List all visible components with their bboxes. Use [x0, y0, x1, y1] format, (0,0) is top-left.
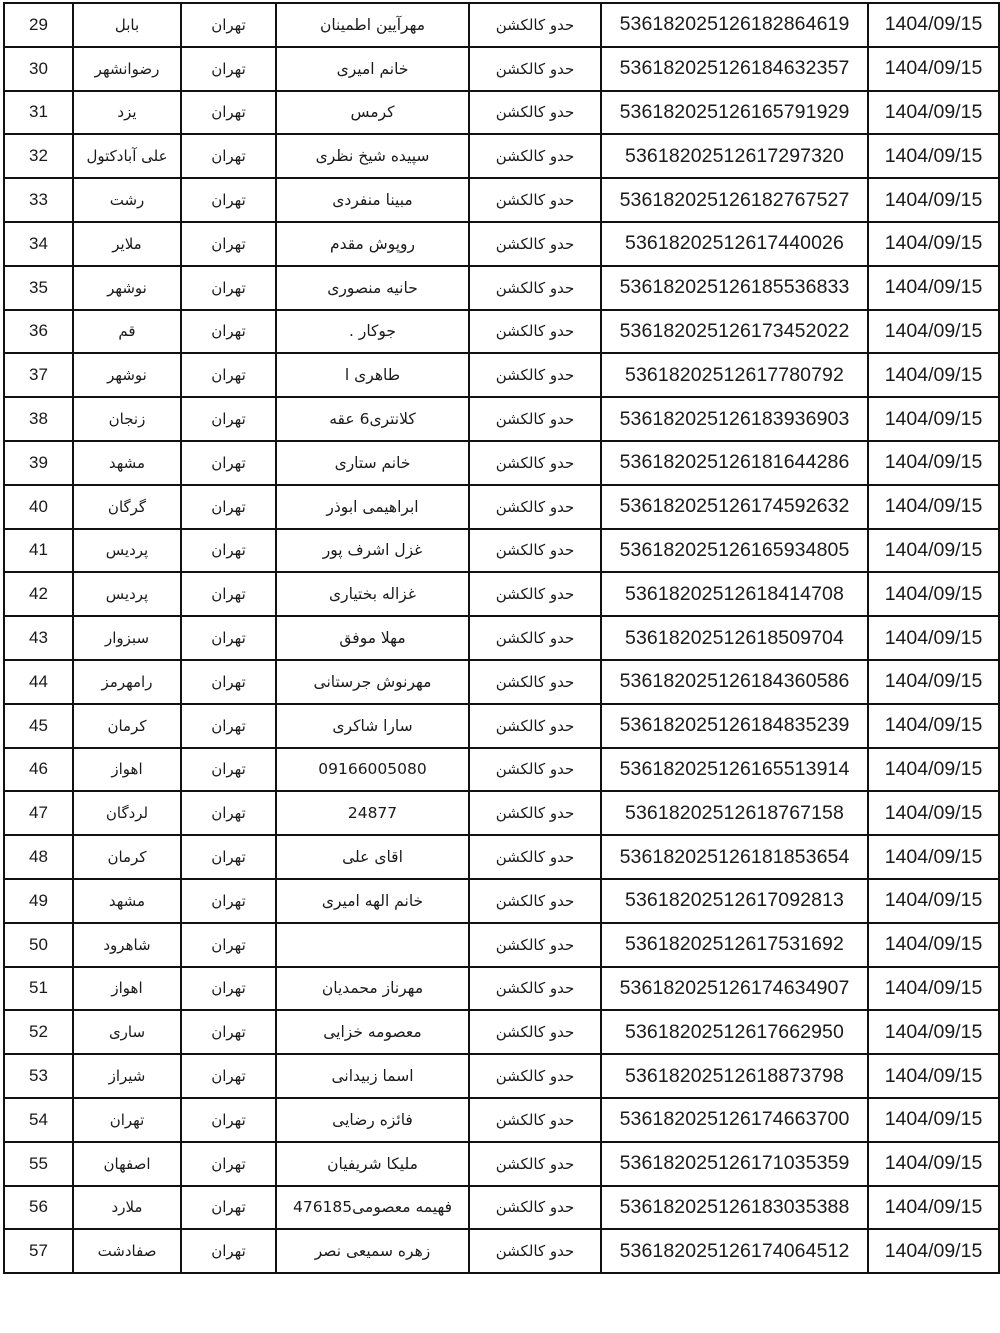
tracking-code-cell: 536182025126184632357 [601, 47, 868, 91]
recipient-name-cell: سارا شاکری [276, 704, 469, 748]
recipient-name-cell: مهلا موفق [276, 616, 469, 660]
origin-province-cell: تهران [181, 266, 276, 310]
date-cell: 1404/09/15 [868, 923, 999, 967]
destination-city-cell: ساری [73, 1010, 181, 1054]
destination-city-cell: شاهرود [73, 923, 181, 967]
status-cell: حدو کالکشن [469, 222, 601, 266]
row-number-cell: 36 [4, 310, 73, 354]
table-row [4, 529, 999, 573]
status-cell: حدو کالکشن [469, 616, 601, 660]
status-cell: حدو کالکشن [469, 1229, 601, 1273]
date-cell: 1404/09/15 [868, 178, 999, 222]
date-cell: 1404/09/15 [868, 397, 999, 441]
table-row [4, 704, 999, 748]
destination-city-cell: بابل [73, 3, 181, 47]
row-number-cell: 49 [4, 879, 73, 923]
table-row [4, 923, 999, 967]
origin-province-cell: تهران [181, 222, 276, 266]
table-row [4, 572, 999, 616]
table-row [4, 91, 999, 135]
status-cell: حدو کالکشن [469, 266, 601, 310]
destination-city-cell: رشت [73, 178, 181, 222]
date-cell: 1404/09/15 [868, 134, 999, 178]
destination-city-cell: قم [73, 310, 181, 354]
row-number-cell: 53 [4, 1054, 73, 1098]
origin-province-cell: تهران [181, 353, 276, 397]
status-cell: حدو کالکشن [469, 441, 601, 485]
recipient-name-cell: کرمس [276, 91, 469, 135]
date-cell: 1404/09/15 [868, 1054, 999, 1098]
table-row [4, 1229, 999, 1273]
tracking-code-cell: 53618202512618509704 [601, 616, 868, 660]
destination-city-cell: صفادشت [73, 1229, 181, 1273]
table-row [4, 879, 999, 923]
table-row [4, 835, 999, 879]
status-cell: حدو کالکشن [469, 835, 601, 879]
row-number-cell: 29 [4, 3, 73, 47]
tracking-code-cell: 536182025126165791929 [601, 91, 868, 135]
date-cell: 1404/09/15 [868, 1010, 999, 1054]
table-row [4, 3, 999, 47]
date-cell: 1404/09/15 [868, 485, 999, 529]
date-cell: 1404/09/15 [868, 266, 999, 310]
date-cell: 1404/09/15 [868, 310, 999, 354]
row-number-cell: 55 [4, 1142, 73, 1186]
recipient-name-cell: مهرآیین اطمینان [276, 3, 469, 47]
table-row [4, 1142, 999, 1186]
tracking-code-cell: 536182025126181644286 [601, 441, 868, 485]
destination-city-cell: علی آبادکتول [73, 134, 181, 178]
destination-city-cell: مشهد [73, 879, 181, 923]
recipient-name-cell: اسما زبیدانی [276, 1054, 469, 1098]
status-cell: حدو کالکشن [469, 353, 601, 397]
recipient-name-cell: کلانتری6 عقه [276, 397, 469, 441]
date-cell: 1404/09/15 [868, 879, 999, 923]
row-number-cell: 47 [4, 791, 73, 835]
destination-city-cell: پردیس [73, 572, 181, 616]
recipient-name-cell: ابراهیمی ابوذر [276, 485, 469, 529]
tracking-code-cell: 536182025126184835239 [601, 704, 868, 748]
status-cell: حدو کالکشن [469, 47, 601, 91]
table-row [4, 397, 999, 441]
origin-province-cell: تهران [181, 572, 276, 616]
origin-province-cell: تهران [181, 1229, 276, 1273]
status-cell: حدو کالکشن [469, 3, 601, 47]
tracking-code-cell: 536182025126181853654 [601, 835, 868, 879]
origin-province-cell: تهران [181, 1098, 276, 1142]
recipient-name-cell: فائزه رضایی [276, 1098, 469, 1142]
status-cell: حدو کالکشن [469, 748, 601, 792]
status-cell: حدو کالکشن [469, 572, 601, 616]
date-cell: 1404/09/15 [868, 91, 999, 135]
destination-city-cell: لردگان [73, 791, 181, 835]
date-cell: 1404/09/15 [868, 704, 999, 748]
destination-city-cell: شیراز [73, 1054, 181, 1098]
date-cell: 1404/09/15 [868, 1142, 999, 1186]
destination-city-cell: ملارد [73, 1186, 181, 1230]
origin-province-cell: تهران [181, 178, 276, 222]
origin-province-cell: تهران [181, 791, 276, 835]
recipient-name-cell: مهرنوش جرستانی [276, 660, 469, 704]
recipient-name-cell: طاهری ا [276, 353, 469, 397]
date-cell: 1404/09/15 [868, 835, 999, 879]
date-cell: 1404/09/15 [868, 748, 999, 792]
tracking-code-cell: 536182025126165934805 [601, 529, 868, 573]
row-number-cell: 35 [4, 266, 73, 310]
destination-city-cell: پردیس [73, 529, 181, 573]
table-row [4, 353, 999, 397]
origin-province-cell: تهران [181, 616, 276, 660]
shipment-list-sheet [3, 2, 998, 1274]
date-cell: 1404/09/15 [868, 529, 999, 573]
tracking-code-cell: 536182025126182767527 [601, 178, 868, 222]
destination-city-cell: اهواز [73, 967, 181, 1011]
date-cell: 1404/09/15 [868, 441, 999, 485]
date-cell: 1404/09/15 [868, 1098, 999, 1142]
status-cell: حدو کالکشن [469, 134, 601, 178]
status-cell: حدو کالکشن [469, 1098, 601, 1142]
recipient-name-cell: روپوش مقدم [276, 222, 469, 266]
destination-city-cell: نوشهر [73, 353, 181, 397]
recipient-name-cell: 24877 [276, 791, 469, 835]
tracking-code-cell: 536182025126183035388 [601, 1186, 868, 1230]
tracking-code-cell: 53618202512618414708 [601, 572, 868, 616]
tracking-code-cell: 536182025126184360586 [601, 660, 868, 704]
tracking-code-cell: 536182025126182864619 [601, 3, 868, 47]
origin-province-cell: تهران [181, 91, 276, 135]
tracking-code-cell: 53618202512617662950 [601, 1010, 868, 1054]
recipient-name-cell: خانم الهه امیری [276, 879, 469, 923]
row-number-cell: 37 [4, 353, 73, 397]
tracking-code-cell: 536182025126174634907 [601, 967, 868, 1011]
row-number-cell: 50 [4, 923, 73, 967]
status-cell: حدو کالکشن [469, 704, 601, 748]
tracking-code-cell: 53618202512618767158 [601, 791, 868, 835]
date-cell: 1404/09/15 [868, 572, 999, 616]
status-cell: حدو کالکشن [469, 660, 601, 704]
row-number-cell: 41 [4, 529, 73, 573]
table-row [4, 310, 999, 354]
shipment-table-body [4, 3, 999, 1273]
tracking-code-cell: 536182025126171035359 [601, 1142, 868, 1186]
row-number-cell: 56 [4, 1186, 73, 1230]
row-number-cell: 30 [4, 47, 73, 91]
row-number-cell: 45 [4, 704, 73, 748]
row-number-cell: 48 [4, 835, 73, 879]
origin-province-cell: تهران [181, 47, 276, 91]
table-row [4, 222, 999, 266]
status-cell: حدو کالکشن [469, 529, 601, 573]
date-cell: 1404/09/15 [868, 660, 999, 704]
date-cell: 1404/09/15 [868, 222, 999, 266]
origin-province-cell: تهران [181, 1186, 276, 1230]
table-row [4, 1186, 999, 1230]
row-number-cell: 52 [4, 1010, 73, 1054]
recipient-name-cell: فهیمه معصومی476185 [276, 1186, 469, 1230]
destination-city-cell: تهران [73, 1098, 181, 1142]
row-number-cell: 46 [4, 748, 73, 792]
tracking-code-cell: 536182025126173452022 [601, 310, 868, 354]
origin-province-cell: تهران [181, 441, 276, 485]
recipient-name-cell: خانم ستاری [276, 441, 469, 485]
status-cell: حدو کالکشن [469, 397, 601, 441]
row-number-cell: 33 [4, 178, 73, 222]
date-cell: 1404/09/15 [868, 967, 999, 1011]
status-cell: حدو کالکشن [469, 1010, 601, 1054]
table-row [4, 441, 999, 485]
row-number-cell: 31 [4, 91, 73, 135]
destination-city-cell: رامهرمز [73, 660, 181, 704]
row-number-cell: 54 [4, 1098, 73, 1142]
destination-city-cell: زنجان [73, 397, 181, 441]
recipient-name-cell: مبینا منفردی [276, 178, 469, 222]
origin-province-cell: تهران [181, 660, 276, 704]
tracking-code-cell: 53618202512617092813 [601, 879, 868, 923]
table-row [4, 616, 999, 660]
table-row [4, 1010, 999, 1054]
tracking-code-cell: 53618202512617780792 [601, 353, 868, 397]
tracking-code-cell: 53618202512617531692 [601, 923, 868, 967]
date-cell: 1404/09/15 [868, 1229, 999, 1273]
status-cell: حدو کالکشن [469, 879, 601, 923]
table-row [4, 47, 999, 91]
destination-city-cell: اصفهان [73, 1142, 181, 1186]
origin-province-cell: تهران [181, 485, 276, 529]
recipient-name-cell: مهرناز محمدیان [276, 967, 469, 1011]
tracking-code-cell: 53618202512617297320 [601, 134, 868, 178]
table-row [4, 1054, 999, 1098]
table-row [4, 967, 999, 1011]
origin-province-cell: تهران [181, 748, 276, 792]
destination-city-cell: کرمان [73, 835, 181, 879]
date-cell: 1404/09/15 [868, 3, 999, 47]
destination-city-cell: کرمان [73, 704, 181, 748]
origin-province-cell: تهران [181, 310, 276, 354]
destination-city-cell: نوشهر [73, 266, 181, 310]
table-row [4, 791, 999, 835]
tracking-code-cell: 536182025126174663700 [601, 1098, 868, 1142]
status-cell: حدو کالکشن [469, 1054, 601, 1098]
row-number-cell: 42 [4, 572, 73, 616]
origin-province-cell: تهران [181, 879, 276, 923]
destination-city-cell: مشهد [73, 441, 181, 485]
origin-province-cell: تهران [181, 835, 276, 879]
destination-city-cell: سبزوار [73, 616, 181, 660]
table-row [4, 134, 999, 178]
recipient-name-cell: جوکار . [276, 310, 469, 354]
destination-city-cell: گرگان [73, 485, 181, 529]
row-number-cell: 57 [4, 1229, 73, 1273]
destination-city-cell: ملایر [73, 222, 181, 266]
origin-province-cell: تهران [181, 134, 276, 178]
recipient-name-cell: معصومه خزایی [276, 1010, 469, 1054]
status-cell: حدو کالکشن [469, 91, 601, 135]
row-number-cell: 44 [4, 660, 73, 704]
table-row [4, 1098, 999, 1142]
destination-city-cell: رضوانشهر [73, 47, 181, 91]
status-cell: حدو کالکشن [469, 178, 601, 222]
date-cell: 1404/09/15 [868, 47, 999, 91]
tracking-code-cell: 536182025126174592632 [601, 485, 868, 529]
date-cell: 1404/09/15 [868, 791, 999, 835]
status-cell: حدو کالکشن [469, 1142, 601, 1186]
date-cell: 1404/09/15 [868, 616, 999, 660]
tracking-code-cell: 53618202512618873798 [601, 1054, 868, 1098]
origin-province-cell: تهران [181, 923, 276, 967]
status-cell: حدو کالکشن [469, 485, 601, 529]
status-cell: حدو کالکشن [469, 1186, 601, 1230]
recipient-name-cell: زهره سمیعی نصر [276, 1229, 469, 1273]
status-cell: حدو کالکشن [469, 967, 601, 1011]
origin-province-cell: تهران [181, 967, 276, 1011]
row-number-cell: 38 [4, 397, 73, 441]
recipient-name-cell: سپیده شیخ نظری [276, 134, 469, 178]
date-cell: 1404/09/15 [868, 353, 999, 397]
origin-province-cell: تهران [181, 529, 276, 573]
recipient-name-cell: ملیکا شریفیان [276, 1142, 469, 1186]
recipient-name-cell: غزل اشرف پور [276, 529, 469, 573]
status-cell: حدو کالکشن [469, 923, 601, 967]
recipient-name-cell: حانیه منصوری [276, 266, 469, 310]
row-number-cell: 32 [4, 134, 73, 178]
tracking-code-cell: 536182025126185536833 [601, 266, 868, 310]
table-row [4, 748, 999, 792]
table-row [4, 266, 999, 310]
tracking-code-cell: 536182025126165513914 [601, 748, 868, 792]
recipient-name-cell [276, 923, 469, 967]
tracking-code-cell: 536182025126183936903 [601, 397, 868, 441]
row-number-cell: 40 [4, 485, 73, 529]
origin-province-cell: تهران [181, 1142, 276, 1186]
table-row [4, 660, 999, 704]
tracking-code-cell: 53618202512617440026 [601, 222, 868, 266]
destination-city-cell: اهواز [73, 748, 181, 792]
origin-province-cell: تهران [181, 397, 276, 441]
recipient-name-cell: غزاله بختیاری [276, 572, 469, 616]
origin-province-cell: تهران [181, 1010, 276, 1054]
recipient-name-cell: خانم امیری [276, 47, 469, 91]
status-cell: حدو کالکشن [469, 310, 601, 354]
origin-province-cell: تهران [181, 1054, 276, 1098]
row-number-cell: 34 [4, 222, 73, 266]
date-cell: 1404/09/15 [868, 1186, 999, 1230]
row-number-cell: 51 [4, 967, 73, 1011]
recipient-name-cell: 09166005080 [276, 748, 469, 792]
tracking-code-cell: 536182025126174064512 [601, 1229, 868, 1273]
origin-province-cell: تهران [181, 704, 276, 748]
table-row [4, 178, 999, 222]
origin-province-cell: تهران [181, 3, 276, 47]
status-cell: حدو کالکشن [469, 791, 601, 835]
row-number-cell: 43 [4, 616, 73, 660]
shipment-table [3, 2, 1000, 1274]
table-row [4, 485, 999, 529]
row-number-cell: 39 [4, 441, 73, 485]
recipient-name-cell: اقای علی [276, 835, 469, 879]
destination-city-cell: یزد [73, 91, 181, 135]
